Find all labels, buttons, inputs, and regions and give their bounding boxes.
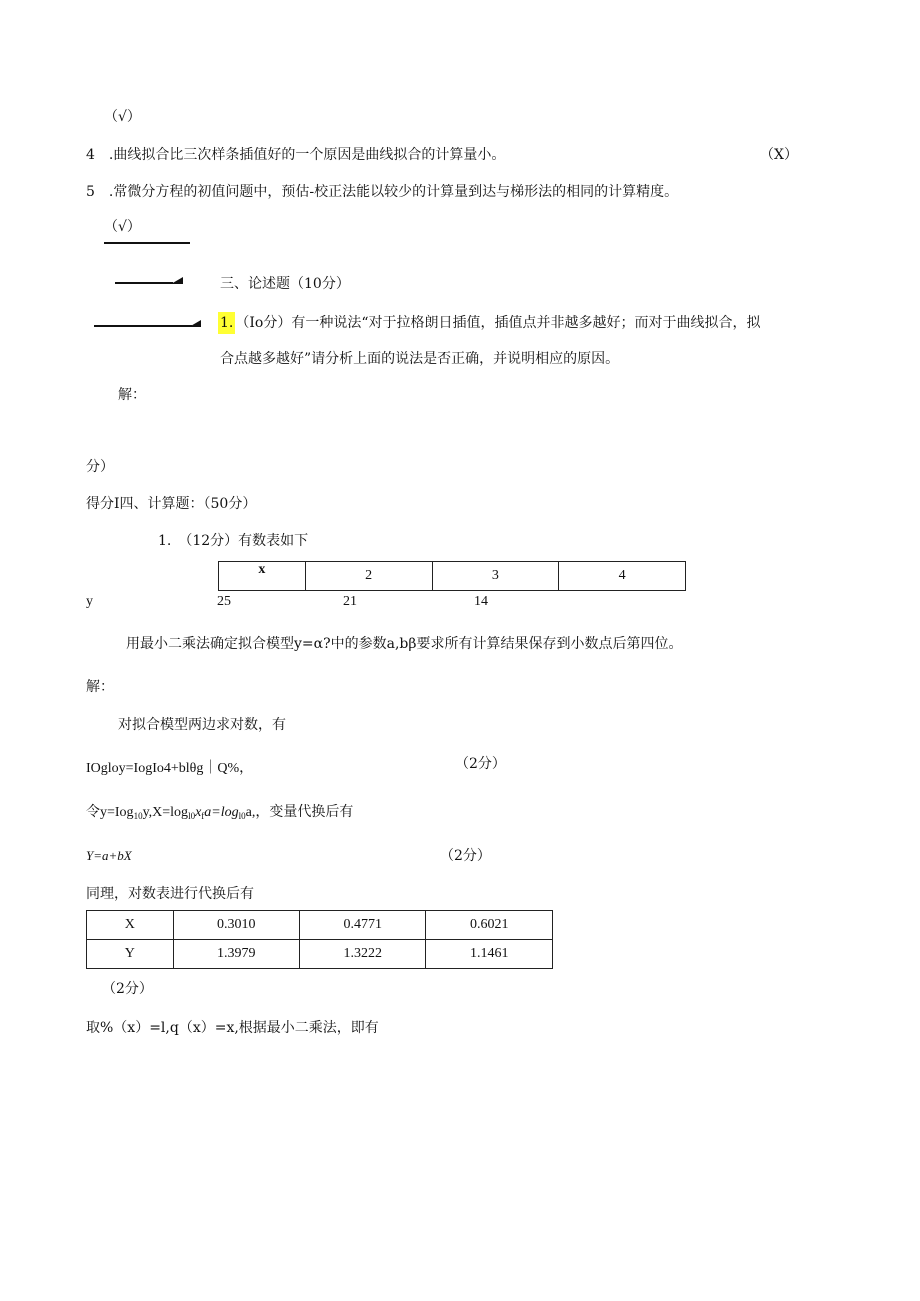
eq2-part: 令y=Iog — [86, 805, 134, 820]
table2-cell: 0.4771 — [300, 911, 426, 940]
score-line-2-tip — [189, 320, 201, 327]
equation-2 — [86, 804, 353, 825]
eq2-part: y,X=log — [142, 805, 189, 820]
check-mark-1: （√） — [104, 109, 141, 125]
table2-cell: 0.3010 — [173, 911, 299, 940]
question-1-line-1 — [218, 312, 760, 334]
score-line-1-tip — [171, 277, 183, 284]
statement-4: 4 .曲线拟合比三次样条插值好的一个原因是曲线拟合的计算量小。 — [86, 147, 506, 163]
table1-x-label: x — [219, 562, 306, 591]
table1-cell: 4 — [559, 562, 686, 591]
eq2-subscript: f — [201, 811, 205, 821]
question-1-number: 1. — [218, 312, 235, 334]
table1-y-label: y — [86, 594, 93, 609]
score-1: （2分） — [455, 756, 506, 772]
table2-cell: 1.3979 — [173, 940, 299, 969]
final-line: 取%（x）=l,q（x）=x,根据最小二乘法，即有 — [86, 1020, 379, 1036]
table2-cell: 1.3222 — [300, 940, 426, 969]
step-2-text: 同理，对数表进行代换后有 — [86, 886, 254, 902]
eq2-subscript: l0 — [238, 811, 246, 821]
eq2-part: x — [195, 805, 202, 820]
section-4-title: 得分I四、计算题：（50分） — [86, 496, 257, 512]
eq2-part: a,，变量代换后有 — [245, 805, 354, 820]
data-table-2 — [86, 910, 553, 969]
table1-cell: 2 — [305, 562, 432, 591]
check-mark-2: （√） — [104, 219, 141, 235]
table2-cell: 0.6021 — [426, 911, 553, 940]
table1-y-value: 21 — [343, 594, 357, 609]
statement-5: 5 .常微分方程的初值问题中，预估-校正法能以较少的计算量到达与梯形法的相同的计算精度。 — [86, 184, 679, 200]
data-table-1 — [218, 561, 686, 591]
question-1-line-2: 合点越多越好”请分析上面的说法是否正确，并说明相应的原因。 — [220, 351, 620, 367]
answer-label-2: 解： — [86, 679, 114, 695]
eq2-subscript: 10 — [133, 811, 143, 821]
score-line-1 — [115, 282, 173, 284]
score-fragment: 分） — [86, 459, 114, 475]
question-2-heading: 1. （12分）有数表如下 — [158, 533, 309, 549]
statement-4-mark: （X） — [760, 147, 798, 163]
score-line-2 — [94, 325, 192, 327]
table1-y-value: 25 — [217, 594, 231, 609]
section-3-title: 三、论述题（10分） — [220, 276, 350, 292]
table1-y-value: 14 — [474, 594, 488, 609]
table2-cell: Y — [87, 940, 174, 969]
equation-3: Y=a+bX — [86, 848, 132, 863]
eq2-subscript: l0 — [188, 811, 196, 821]
eq2-part: a=log — [204, 805, 239, 820]
question-1-text: （Io分）有一种说法“对于拉格朗日插值，插值点并非越多越好；而对于曲线拟合，拟 — [235, 315, 761, 331]
table1-cell: 3 — [432, 562, 559, 591]
equation-1: IOgloy=IogIo4+blθg｜Q%， — [86, 761, 254, 776]
score-box-rule — [104, 242, 190, 244]
score-2: （2分） — [440, 848, 491, 864]
step-1-text: 对拟合模型两边求对数，有 — [118, 717, 286, 733]
table2-cell: 1.1461 — [426, 940, 553, 969]
question-2-description: 用最小二乘法确定拟合模型y=α?中的参数a,bβ要求所有计算结果保存到小数点后第四位。 — [126, 636, 683, 652]
table2-cell: X — [87, 911, 174, 940]
score-3: （2分） — [102, 981, 153, 997]
answer-label-1: 解： — [118, 387, 146, 403]
